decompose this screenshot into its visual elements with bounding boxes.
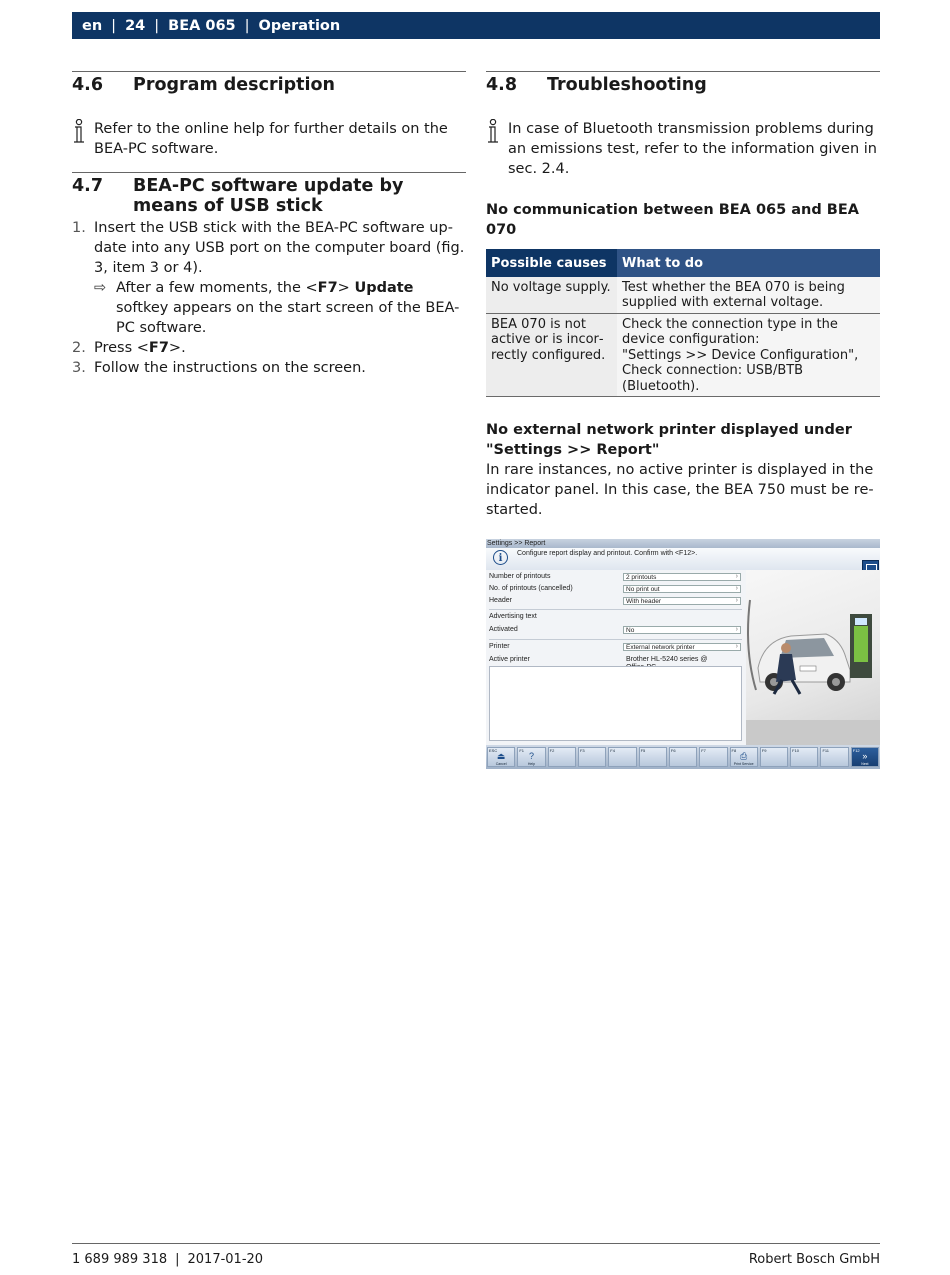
cancelled-printouts-select[interactable]: No print out › bbox=[623, 585, 741, 593]
result-text: After a few moments, the < bbox=[116, 280, 318, 296]
table-row bbox=[486, 313, 880, 397]
header-page-number: 24 bbox=[125, 17, 146, 34]
printer-list-box bbox=[489, 666, 742, 741]
softkey-f4[interactable] bbox=[608, 747, 636, 767]
settings-report-screenshot bbox=[486, 539, 880, 769]
section-heading-4-7 bbox=[72, 172, 466, 216]
softkey-label: F11 bbox=[822, 748, 830, 753]
header-separator: | bbox=[111, 17, 117, 34]
divider bbox=[489, 639, 742, 640]
section-title: Troubleshooting bbox=[547, 75, 707, 95]
table-header-row bbox=[486, 249, 880, 277]
step-number: 1. bbox=[72, 220, 86, 236]
softkey-text: Next bbox=[861, 762, 869, 766]
softkey-label: F7 bbox=[701, 748, 706, 753]
field-label: Printer bbox=[489, 643, 510, 650]
step-text: Follow the instructions on the screen. bbox=[94, 360, 366, 376]
cause-cell: BEA 070 is not active or is incorrectly configured. bbox=[486, 313, 617, 397]
cause-cell: No voltage supply. bbox=[486, 277, 617, 314]
softkey-label: F1 bbox=[519, 748, 524, 753]
softkey-text: Help bbox=[527, 762, 536, 766]
right-column bbox=[486, 71, 880, 769]
action-line: Check connection: USB/BTB (Bluetooth). bbox=[622, 363, 804, 394]
step-result bbox=[94, 278, 466, 338]
list-item bbox=[72, 358, 466, 378]
softkey-f5[interactable] bbox=[639, 747, 667, 767]
softkey-key: F7 bbox=[317, 280, 338, 296]
section-heading-4-8 bbox=[486, 71, 880, 95]
softkey-label: F3 bbox=[579, 748, 585, 753]
softkey-f3[interactable] bbox=[578, 747, 606, 767]
softkey-f2[interactable] bbox=[548, 747, 576, 767]
softkey-label: F8 bbox=[731, 748, 737, 753]
result-text: softkey appears on the start screen of the BEA-PC software. bbox=[116, 300, 460, 336]
header-separator: | bbox=[154, 17, 160, 34]
header-product: BEA 065 bbox=[168, 17, 236, 34]
action-line: "Settings >> Device Configuration", bbox=[622, 347, 859, 363]
info-circle-icon: i bbox=[493, 550, 508, 565]
footer-separator: | bbox=[175, 1252, 180, 1267]
section-title: BEA-PC software update by means of USB stick bbox=[133, 176, 404, 216]
screenshot-info-text: Configure report display and printout. Confirm with <F12>. bbox=[517, 550, 698, 557]
eject-icon: ⏏ bbox=[496, 751, 506, 761]
field-label: Activated bbox=[489, 626, 518, 633]
info-note-text: Refer to the online help for further details on the BEA-PC software. bbox=[94, 121, 448, 157]
list-item bbox=[72, 218, 466, 338]
section-number: 4.7 bbox=[72, 176, 104, 196]
car-emissions-illustration bbox=[746, 570, 880, 745]
instruction-steps bbox=[72, 218, 466, 378]
subheading-no-communication: No communication between BEA 065 and BEA 070 bbox=[486, 202, 859, 238]
document-number: 1 689 989 318 bbox=[72, 1252, 168, 1267]
document-date: 2017-01-20 bbox=[187, 1252, 264, 1267]
softkey-text: Print Service bbox=[733, 762, 754, 766]
divider bbox=[489, 609, 742, 610]
softkey-label: F12 bbox=[852, 748, 860, 753]
question-icon: ? bbox=[528, 751, 534, 761]
info-icon bbox=[72, 119, 88, 145]
action-cell: Test whether the BEA 070 is being supplied with external voltage. bbox=[617, 277, 880, 314]
field-label: Active printer bbox=[489, 656, 530, 663]
header-separator: | bbox=[244, 17, 250, 34]
screenshot-title: Settings >> Report bbox=[486, 539, 880, 548]
header-lang: en bbox=[82, 17, 103, 34]
info-icon bbox=[486, 119, 502, 145]
softkey-text: Cancel bbox=[495, 762, 507, 766]
troubleshooting-table bbox=[486, 249, 880, 397]
action-line: Check the connection type in the device configuration: bbox=[622, 316, 838, 347]
field-label: Number of printouts bbox=[489, 573, 551, 580]
softkey-label: F4 bbox=[610, 748, 615, 753]
step-number: 3. bbox=[72, 360, 86, 376]
table-row bbox=[486, 277, 880, 314]
info-note bbox=[486, 119, 880, 179]
section-number: 4.8 bbox=[486, 75, 518, 95]
softkey-label: F10 bbox=[792, 748, 800, 753]
softkey-name: Update bbox=[354, 280, 414, 296]
activated-select[interactable]: No › bbox=[623, 626, 741, 634]
step-text: >. bbox=[168, 340, 186, 356]
softkey-f10[interactable] bbox=[790, 747, 818, 767]
column-header: What to do bbox=[617, 249, 880, 277]
softkey-f11[interactable] bbox=[820, 747, 848, 767]
footer-left bbox=[72, 1252, 263, 1267]
softkey-label: F2 bbox=[549, 748, 555, 753]
field-label: Header bbox=[489, 597, 512, 604]
step-text: Insert the USB stick with the BEA-PC software update into any USB port on the computer board (fig. 3, item 3 or 4). bbox=[94, 220, 465, 276]
field-label: No. of printouts (cancelled) bbox=[489, 585, 573, 592]
page-header bbox=[72, 12, 880, 39]
softkey-label: F5 bbox=[640, 748, 646, 753]
softkey-f9[interactable] bbox=[760, 747, 788, 767]
left-column bbox=[72, 71, 466, 378]
emissions-test-photo bbox=[746, 570, 880, 745]
column-header: Possible causes bbox=[486, 249, 617, 277]
step-text: Press < bbox=[94, 340, 149, 356]
result-arrow-icon: ⇨ bbox=[94, 280, 107, 296]
page-footer bbox=[72, 1243, 880, 1267]
softkey-f6[interactable] bbox=[669, 747, 697, 767]
print-icon: ⎙ bbox=[740, 751, 748, 761]
key-label: F7 bbox=[148, 340, 169, 356]
print-service-softkey[interactable] bbox=[730, 747, 758, 767]
section-title: Program description bbox=[133, 75, 335, 95]
active-printer-value: Brother HL-5240 series @ bbox=[626, 656, 708, 663]
softkey-label: F9 bbox=[761, 748, 767, 753]
cancel-softkey[interactable] bbox=[487, 747, 515, 767]
field-group-label: Advertising text bbox=[489, 613, 537, 620]
printer-paragraph: In rare instances, no active printer is displayed in the indicator panel. In this case, the BEA 750 must be restarted. bbox=[486, 462, 874, 518]
next-softkey[interactable] bbox=[851, 747, 879, 767]
info-note-text: In case of Bluetooth transmission problems during an emissions test, refer to the information given in sec. 2.4. bbox=[508, 121, 877, 177]
fast-forward-icon: » bbox=[862, 751, 868, 761]
company-name: Robert Bosch GmbH bbox=[748, 1252, 880, 1267]
screenshot-info-bar bbox=[486, 548, 880, 570]
step-number: 2. bbox=[72, 340, 86, 356]
softkey-f7[interactable] bbox=[699, 747, 727, 767]
printer-select[interactable]: External network printer › bbox=[623, 643, 741, 651]
help-softkey[interactable] bbox=[517, 747, 545, 767]
section-number: 4.6 bbox=[72, 75, 104, 95]
action-cell bbox=[617, 313, 880, 397]
softkey-label: ESC bbox=[489, 748, 498, 753]
report-settings-form bbox=[486, 570, 746, 745]
info-note bbox=[72, 119, 466, 159]
list-item bbox=[72, 338, 466, 358]
header-chapter: Operation bbox=[258, 17, 341, 34]
softkey-label: F6 bbox=[670, 748, 676, 753]
section-heading-4-6 bbox=[72, 71, 466, 95]
num-printouts-select[interactable]: 2 printouts › bbox=[623, 573, 741, 581]
softkey-bar bbox=[486, 745, 880, 769]
header-select[interactable]: With header › bbox=[623, 597, 741, 605]
result-text: > bbox=[337, 280, 355, 296]
subheading-no-printer: No external network printer displayed under "Settings >> Report" bbox=[486, 422, 852, 458]
